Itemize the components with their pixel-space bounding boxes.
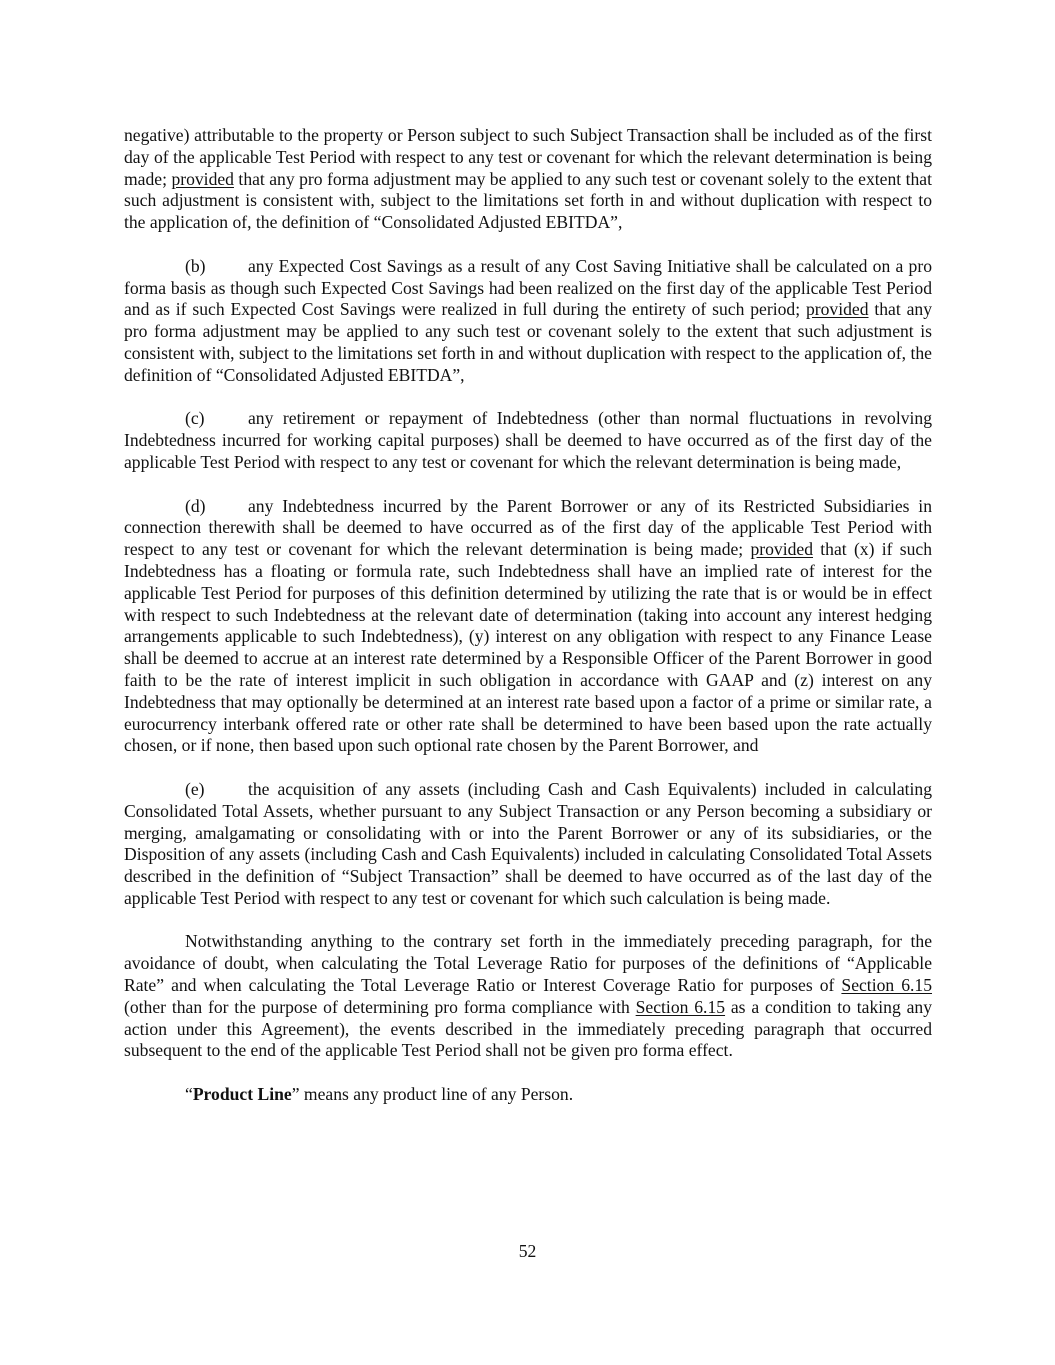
clause-label: (c) — [185, 408, 205, 429]
underlined-term: provided — [750, 539, 814, 560]
text-run: that any pro forma adjustment may be applied to any such test or covenant solely to the extent that such adjustment is consistent with, subject to the limitations set forth in and without duplication with respect to the application of, the definition of “Consolidated Adjusted EBITDA”, — [124, 299, 932, 385]
section-reference: Section 6.15 — [841, 975, 932, 996]
clause-c — [124, 408, 932, 473]
text-run: “ — [185, 1084, 193, 1105]
text-run: the acquisition of any assets (including Cash and Cash Equivalents) included in calculating Consolidated Total Assets, whether pursuant to any Subject Transaction or any Person becoming a subsidiary or merging, amalgamating or consolidating with or into the Parent Borrower or any of its subsidiaries, or the Disposition of any assets (including Cash and Cash Equivalents) included in calculating Consolidated Total Assets described in the definition of “Subject Transaction” shall be deemed to have occurred as of the last day of the applicable Test Period with respect to any test or covenant for which such calculation is being made. — [124, 778, 932, 908]
clause-label: (e) — [185, 778, 205, 799]
paragraph-notwithstanding — [124, 931, 932, 1062]
text-run: (other than for the purpose of determining pro forma compliance with — [124, 996, 636, 1017]
clause-label: (b) — [185, 255, 206, 276]
underlined-term: provided — [805, 299, 869, 320]
text-run: any retirement or repayment of Indebtedness (other than normal fluctuations in revolving Indebtedness incurred for working capital purposes) shall be deemed to have occurred as of the first day of the applicable Test Period with respect to any test or covenant for which the relevant determination is being made, — [124, 408, 932, 472]
clause-label: (d) — [185, 495, 206, 516]
clause-b — [124, 256, 932, 387]
text-run: as a condition to taking any action under this Agreement), the events described in the immediately preceding paragraph that occurred subsequent to the end of the applicable Test Period shall not be given pro forma effect. — [124, 996, 933, 1061]
definition-product-line — [124, 1084, 932, 1106]
defined-term: Product Line — [192, 1084, 292, 1105]
text-run: negative) attributable to the property or Person subject to such Subject Transaction shall be included as of the first day of the applicable Test Period with respect to any test or covenant for which the relevant determination is being made; — [124, 125, 932, 189]
document-body — [124, 125, 932, 1106]
section-reference: Section 6.15 — [635, 996, 726, 1017]
text-run: any Indebtedness incurred by the Parent Borrower or any of its Restricted Subsidiaries in connection therewith shall be deemed to have occurred as of the first day of the applicable Test Period with respect to any test or covenant for which the relevant determination is being made; — [124, 495, 932, 560]
text-run: that (x) if such Indebtedness has a floating or formula rate, such Indebtedness shall have an implied rate of interest for the applicable Test Period for purposes of this definition determined by utilizing the rate that is or would be in effect with respect to such Indebtedness at the relevant date of determination (taking into account any interest hedging arrangements applicable to such Indebtedness), (y) interest on any obligation with respect to any Finance Lease shall be deemed to accrue at an interest rate determined by a Responsible Officer of the Parent Borrower in good faith to be the rate of interest implicit in such obligation in accordance with GAAP and (z) interest on any Indebtedness that may optionally be determined at an interest rate based upon a factor of a prime or similar rate, a eurocurrency interbank offered rate or other rate shall be determined to have been based upon the rate actually chosen, or if none, then based upon such optional rate chosen by the Parent Borrower, and — [124, 539, 932, 756]
text-run: Notwithstanding anything to the contrary set forth in the immediately preceding paragraph, for the avoidance of doubt, when calculating the Total Leverage Ratio for purposes of the definitions of “Applicable Rate” and when calculating the Total Leverage Ratio or Interest Coverage Ratio for purposes of — [124, 931, 932, 996]
underlined-term: provided — [171, 168, 234, 189]
page-number: 52 — [518, 1241, 537, 1261]
clause-e — [124, 779, 932, 910]
paragraph-intro — [124, 125, 932, 234]
clause-d — [124, 496, 932, 758]
text-run: any Expected Cost Savings as a result of any Cost Saving Initiative shall be calculated on a pro forma basis as though such Expected Cost Savings had been realized on the first day of the applicable Test Period and as if such Expected Cost Savings were realized in full during the entirety of such period; — [124, 255, 932, 320]
text-run: that any pro forma adjustment may be applied to any such test or covenant solely to the extent that such adjustment is consistent with, subject to the limitations set forth in and without duplication with respect to the application of, the definition of “Consolidated Adjusted EBITDA”, — [124, 168, 932, 233]
text-run: ” means any product line of any Person. — [291, 1084, 574, 1105]
